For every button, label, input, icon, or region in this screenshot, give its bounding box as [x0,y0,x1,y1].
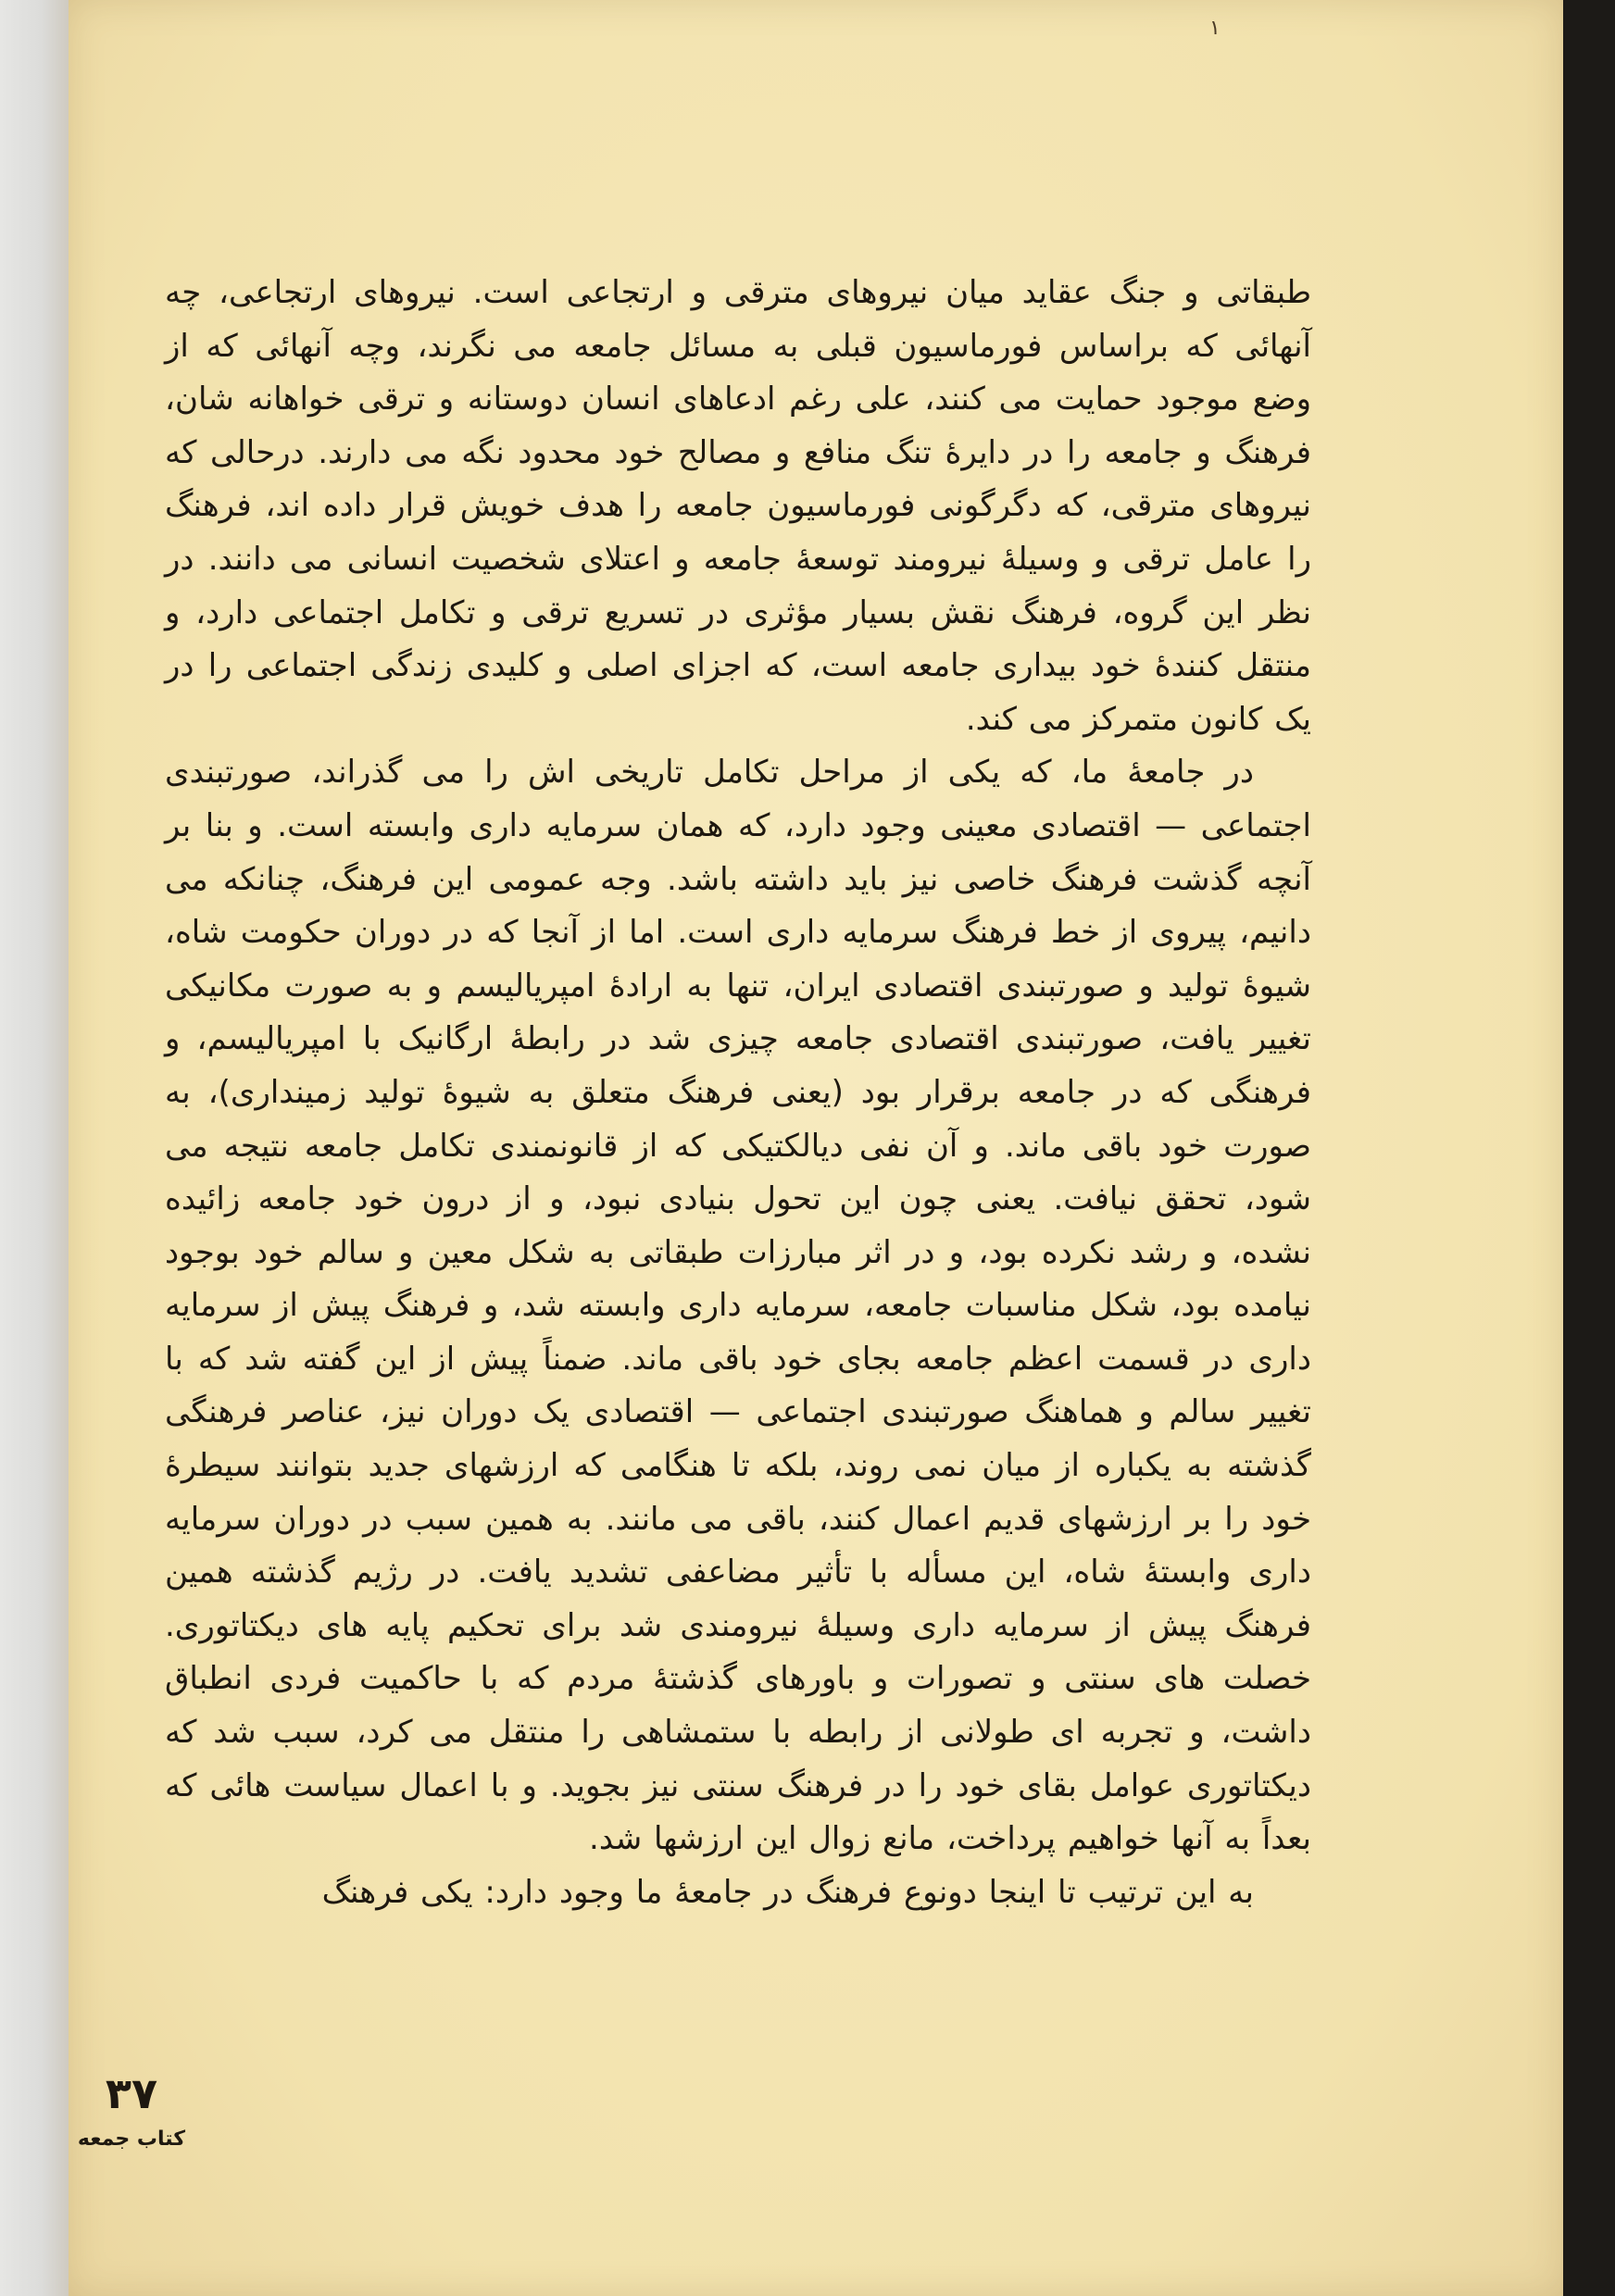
top-mark: ۱ [1209,17,1221,40]
publication-label: کتاب جمعه [77,2128,186,2151]
paragraph-2: در جامعهٔ ما، که یکی از مراحل تکامل تاریخی اش را می گذراند، صورتبندی اجتماعی — اقتصادی معینی وجود دارد، که همان سرمایه داری وابسته است. و بنا بر آنچه گذشت فرهنگ خاصی نیز باید داشته باشد. وجه عمومی این فرهنگ، چنانکه می دانیم، پیروی از خط فرهنگ سرمایه داری است. اما از آنجا که در دوران حکومت شاه، شیوهٔ تولید و صورتبندی اقتصادی ایران، تنها به ارادهٔ امپریالیسم و به صورت مکانیکی تغییر یافت، صورتبندی اقتصادی جامعه چیزی شد در رابطهٔ ارگانیک با امپریالیسم، و فرهنگی که در جامعه برقرار بود (یعنی فرهنگ متعلق به شیوهٔ تولید زمینداری)، به صورت خود باقی ماند. و آن نفی دیالکتیکی که از قانونمندی تکامل جامعه نتیجه می شود، تحقق نیافت. یعنی چون این تحول بنیادی نبود، و از درون خود جامعه زائیده نشده، و رشد نکرده بود، و در اثر مبارزات طبقاتی به شکل معین و سالم خود بوجود نیامده بود، شکل مناسبات جامعه، سرمایه داری وابسته شد، و فرهنگ پیش از سرمایه داری در قسمت اعظم جامعه بجای خود باقی ماند. ضمناً پیش از این گفته شد که با تغییر سالم و هماهنگ صورتبندی اجتماعی — اقتصادی یک دوران نیز، عناصر فرهنگی گذشته به یکباره از میان نمی روند، بلکه تا هنگامی که ارزشهای جدید بتوانند سیطرهٔ خود را بر ارزشهای قدیم اعمال کنند، باقی می مانند. به همین سبب در دوران سرمایه داری وابستهٔ شاه، این مسأله با تأثیر مضاعفی تشدید یافت. در رژیم گذشته همین فرهنگ پیش از سرمایه داری وسیلهٔ نیرومندی شد برای تحکیم پایه های دیکتاتوری. خصلت های سنتی و تصورات و باورهای گذشتهٔ مردم که با حاکمیت فردی انطباق داشت، و تجربه ای طولانی از رابطه با ستمشاهی را منتقل می کرد، سبب شد که دیکتاتوری عوامل بقای خود را در فرهنگ سنتی نیز بجوید. و با اعمال سیاست هائی که بعداً به آنها خواهیم پرداخت، مانع زوال این ارزشها شد. [165,754,1311,1858]
paragraph-1: طبقاتی و جنگ عقاید میان نیروهای مترقی و ارتجاعی است. نیروهای ارتجاعی، چه آنهائی که براساس فورماسیون قبلی به مسائل جامعه می نگرند، وچه آنهائی که از وضع موجود حمایت می کنند، علی رغم ادعاهای انسان دوستانه و ترقی خواهانه شان، فرهنگ و جامعه را در دایرهٔ تنگ منافع و مصالح خود محدود نگه می دارند. درحالی که نیروهای مترقی، که دگرگونی فورماسیون جامعه را هدف خویش قرار داده اند، فرهنگ را عامل ترقی و وسیلهٔ نیرومند توسعهٔ جامعه و اعتلای شخصیت انسانی می دانند. در نظر این گروه، فرهنگ نقش بسیار مؤثری در تسریع ترقی و تکامل اجتماعی دارد، و منتقل کنندهٔ خود بیداری جامعه است، که اجزای اصلی و کلیدی زندگی اجتماعی را در یک کانون متمرکز می کند. [165,274,1311,738]
body-text [165,267,1311,1919]
scan-left-margin [0,0,69,2296]
page-number: ۳۷ [105,2068,158,2118]
paragraph-3: به این ترتیب تا اینجا دونوع فرهنگ در جامعهٔ ما وجود دارد: یکی فرهنگ [321,1873,1254,1911]
